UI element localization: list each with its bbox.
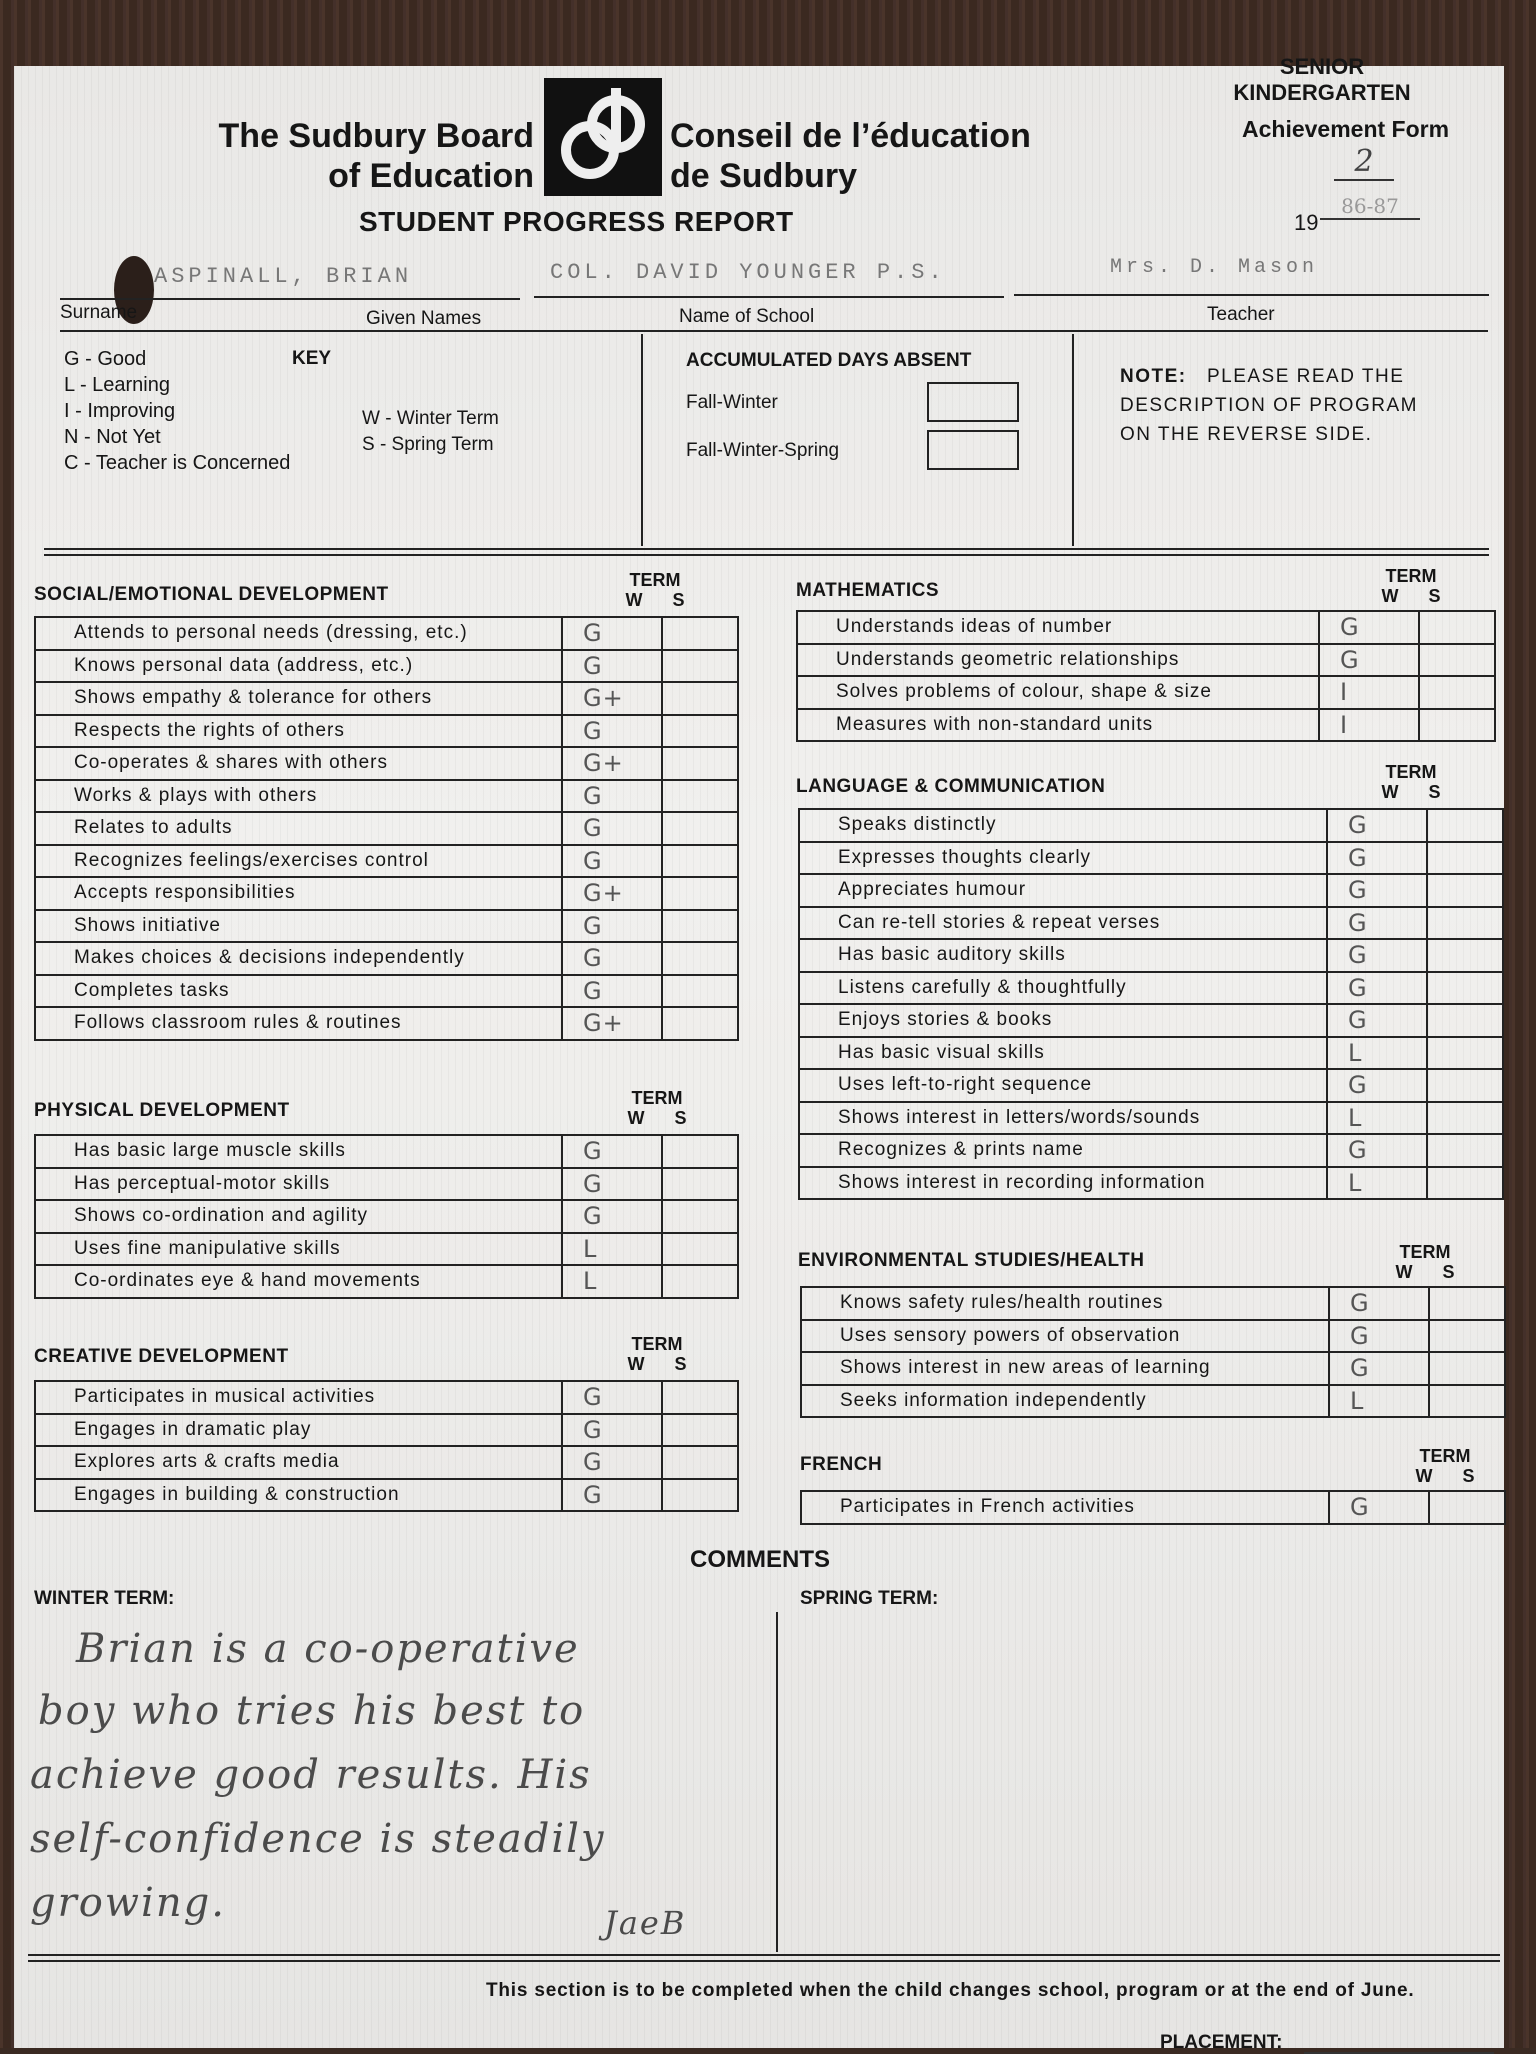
winter-grade: G — [562, 1414, 662, 1447]
winter-grade: G — [562, 1200, 662, 1233]
table-row — [35, 1381, 738, 1414]
absence-fall-winter-label: Fall-Winter — [686, 392, 778, 413]
winter-grade: L — [1327, 1102, 1427, 1135]
table-row — [35, 1479, 738, 1512]
table-row — [799, 809, 1503, 842]
spring-grade[interactable] — [1427, 939, 1503, 972]
skill-label: Has basic large muscle skills — [35, 1135, 562, 1168]
skill-label: Seeks information independently — [801, 1385, 1329, 1418]
skill-label: Understands geometric relationships — [797, 644, 1319, 677]
winter-grade: G — [562, 650, 662, 683]
table-row — [35, 942, 738, 975]
skill-label: Has basic visual skills — [799, 1037, 1327, 1070]
spring-grade[interactable] — [1429, 1385, 1505, 1418]
winter-term-comment-label: WINTER TERM: — [34, 1588, 175, 1609]
skill-label: Recognizes & prints name — [799, 1134, 1327, 1167]
language-table — [798, 808, 1504, 1200]
table-row — [799, 1037, 1503, 1070]
comment-line: growing. — [30, 1880, 226, 1926]
spring-grade[interactable] — [1429, 1287, 1505, 1320]
term-key-item: W - Winter Term — [362, 408, 499, 429]
spring-grade[interactable] — [1429, 1352, 1505, 1385]
note-line: ON THE REVERSE SIDE. — [1120, 424, 1373, 445]
table-row — [35, 1007, 738, 1040]
spring-grade[interactable] — [662, 780, 738, 813]
skill-label: Knows safety rules/health routines — [801, 1287, 1329, 1320]
spring-grade[interactable] — [662, 942, 738, 975]
winter-grade: G — [562, 780, 662, 813]
table-row — [35, 1446, 738, 1479]
table-row — [797, 709, 1495, 742]
eb-logo-icon — [544, 78, 662, 196]
teacher-label: Teacher — [1207, 304, 1275, 325]
winter-grade: G — [562, 910, 662, 943]
board-name-fr-line1: Conseil de l’éducation — [670, 117, 1031, 155]
key-item: N - Not Yet — [64, 426, 161, 448]
table-row — [35, 1233, 738, 1266]
winter-grade: G — [1327, 842, 1427, 875]
key-item: L - Learning — [64, 374, 170, 396]
skill-label: Recognizes feelings/exercises control — [35, 845, 562, 878]
grade-line1: SENIOR — [1279, 54, 1365, 79]
board-name-en-line1: The Sudbury Board — [218, 117, 534, 155]
year-prefix: 19 — [1294, 210, 1319, 235]
winter-grade: I — [1319, 709, 1419, 742]
term-key-item: S - Spring Term — [362, 434, 494, 455]
table-row — [35, 617, 738, 650]
comment-line: achieve good results. His — [30, 1752, 592, 1798]
winter-grade: L — [562, 1265, 662, 1298]
table-row — [35, 780, 738, 813]
skill-label: Has basic auditory skills — [799, 939, 1327, 972]
language-term-header — [1366, 762, 1456, 802]
table-row — [799, 1004, 1503, 1037]
winter-grade: G — [1319, 644, 1419, 677]
term-label: TERM — [1385, 762, 1437, 782]
school-name-value: COL. DAVID YOUNGER P.S. — [550, 260, 946, 285]
grade-heading — [1222, 54, 1422, 106]
spring-col-label: S — [1428, 586, 1441, 606]
winter-grade: G — [562, 812, 662, 845]
skill-label: Engages in dramatic play — [35, 1414, 562, 1447]
winter-grade: I — [1319, 676, 1419, 709]
winter-grade: G — [1327, 1004, 1427, 1037]
spring-grade[interactable] — [1427, 1037, 1503, 1070]
spring-grade[interactable] — [662, 1479, 738, 1512]
note-line: PLEASE READ THE — [1206, 366, 1405, 387]
table-row — [799, 1134, 1503, 1167]
winter-grade: G — [1327, 1069, 1427, 1102]
table-row — [801, 1352, 1505, 1385]
skill-label: Participates in French activities — [801, 1491, 1329, 1524]
skill-label: Shows empathy & tolerance for others — [35, 682, 562, 715]
spring-grade[interactable] — [1427, 1134, 1503, 1167]
term-label: TERM — [1419, 1446, 1471, 1466]
skill-label: Co-operates & shares with others — [35, 747, 562, 780]
spring-grade[interactable] — [662, 910, 738, 943]
skill-label: Makes choices & decisions independently — [35, 942, 562, 975]
skill-label: Knows personal data (address, etc.) — [35, 650, 562, 683]
winter-grade: G — [1327, 809, 1427, 842]
skill-label: Participates in musical activities — [35, 1381, 562, 1414]
skill-label: Listens carefully & thoughtfully — [799, 972, 1327, 1005]
spring-grade[interactable] — [662, 1381, 738, 1414]
key-item: C - Teacher is Concerned — [64, 452, 291, 474]
table-row — [35, 845, 738, 878]
spring-col-label: S — [672, 590, 685, 610]
completion-note: This section is to be completed when the child changes school, program or at the end of June. — [486, 1980, 1415, 2001]
comment-line: self-confidence is steadily — [30, 1816, 606, 1862]
teacher-value: Mrs. D. Mason — [1110, 256, 1319, 279]
skill-label: Completes tasks — [35, 975, 562, 1008]
spring-grade[interactable] — [662, 812, 738, 845]
winter-grade: G+ — [562, 877, 662, 910]
table-row — [799, 1102, 1503, 1135]
table-row — [35, 1265, 738, 1298]
given-names-label: Given Names — [366, 308, 482, 329]
spring-grade[interactable] — [662, 650, 738, 683]
winter-col-label: W — [1415, 1466, 1433, 1486]
physical-table — [34, 1134, 739, 1299]
skill-label: Follows classroom rules & routines — [35, 1007, 562, 1040]
table-row — [801, 1320, 1505, 1353]
winter-grade: G — [562, 1168, 662, 1201]
grade-line2: KINDERGARTEN — [1233, 80, 1411, 105]
school-year: 86-87 — [1320, 194, 1420, 220]
spring-grade[interactable] — [662, 1446, 738, 1479]
table-row — [35, 1414, 738, 1447]
skill-label: Shows interest in new areas of learning — [801, 1352, 1329, 1385]
skill-label: Measures with non-standard units — [797, 709, 1319, 742]
winter-grade: G — [1327, 939, 1427, 972]
table-row — [35, 1200, 738, 1233]
skill-label: Understands ideas of number — [797, 611, 1319, 644]
spring-grade[interactable] — [662, 1168, 738, 1201]
winter-grade: G+ — [562, 1007, 662, 1040]
absence-fall-winter-spring-label: Fall-Winter-Spring — [686, 440, 840, 461]
spring-grade[interactable] — [662, 715, 738, 748]
comment-line: boy who tries his best to — [38, 1688, 586, 1734]
skill-label: Co-ordinates eye & hand movements — [35, 1265, 562, 1298]
table-row — [35, 1168, 738, 1201]
table-row — [799, 972, 1503, 1005]
spring-grade[interactable] — [662, 1200, 738, 1233]
spring-col-label: S — [674, 1354, 687, 1374]
skill-label: Speaks distinctly — [799, 809, 1327, 842]
table-row — [799, 907, 1503, 940]
table-row — [35, 910, 738, 943]
spring-grade[interactable] — [1427, 809, 1503, 842]
board-name-fr-line2: de Sudbury — [670, 157, 858, 195]
winter-grade: L — [1327, 1167, 1427, 1200]
creative-term-header — [612, 1334, 702, 1374]
comment-line: Brian is a co-operative — [76, 1626, 580, 1672]
key-item: I - Improving — [64, 400, 176, 422]
term-key — [362, 406, 499, 458]
winter-grade: G — [562, 942, 662, 975]
table-row — [35, 682, 738, 715]
winter-grade: G+ — [562, 747, 662, 780]
spring-grade[interactable] — [1429, 1320, 1505, 1353]
key-title: KEY — [292, 348, 332, 369]
spring-grade[interactable] — [662, 975, 738, 1008]
board-name-fr — [670, 116, 1031, 196]
social-term-header — [610, 570, 700, 610]
table-row — [801, 1491, 1505, 1524]
skill-label: Shows initiative — [35, 910, 562, 943]
spring-grade[interactable] — [1419, 676, 1495, 709]
spring-grade[interactable] — [662, 877, 738, 910]
spring-grade[interactable] — [1419, 644, 1495, 677]
social-table — [34, 616, 739, 1041]
table-row — [799, 874, 1503, 907]
report-title: STUDENT PROGRESS REPORT — [359, 206, 794, 237]
winter-grade: L — [562, 1233, 662, 1266]
spring-grade[interactable] — [1419, 709, 1495, 742]
program-note — [1120, 362, 1418, 449]
spring-grade[interactable] — [1427, 874, 1503, 907]
winter-grade: G — [1327, 972, 1427, 1005]
winter-grade: G — [1327, 907, 1427, 940]
spring-grade[interactable] — [662, 747, 738, 780]
form-name: Achievement Form — [1242, 116, 1450, 142]
math-table — [796, 610, 1496, 742]
spring-grade[interactable] — [662, 845, 738, 878]
winter-grade: G — [562, 1479, 662, 1512]
social-section-title: SOCIAL/EMOTIONAL DEVELOPMENT — [34, 584, 389, 605]
absence-title: ACCUMULATED DAYS ABSENT — [686, 350, 972, 371]
spring-grade[interactable] — [1427, 972, 1503, 1005]
french-section-title: FRENCH — [800, 1454, 883, 1475]
winter-grade: G — [562, 1446, 662, 1479]
table-row — [799, 1167, 1503, 1200]
physical-section-title: PHYSICAL DEVELOPMENT — [34, 1100, 290, 1121]
table-row — [799, 842, 1503, 875]
spring-grade[interactable] — [662, 1233, 738, 1266]
skill-label: Expresses thoughts clearly — [799, 842, 1327, 875]
spring-grade[interactable] — [662, 1135, 738, 1168]
environment-term-header — [1380, 1242, 1470, 1282]
language-section-title: LANGUAGE & COMMUNICATION — [796, 776, 1106, 797]
table-row — [797, 611, 1495, 644]
student-name-value: ASPINALL, BRIAN — [154, 264, 413, 289]
note-lead: NOTE: — [1120, 366, 1187, 387]
comments-title: COMMENTS — [690, 1546, 830, 1573]
skill-label: Has perceptual-motor skills — [35, 1168, 562, 1201]
spring-col-label: S — [1442, 1262, 1455, 1282]
winter-grade: G — [562, 845, 662, 878]
skill-label: Explores arts & crafts media — [35, 1446, 562, 1479]
table-row — [799, 1069, 1503, 1102]
skill-label: Shows interest in recording information — [799, 1167, 1327, 1200]
table-row — [797, 644, 1495, 677]
skill-label: Uses left-to-right sequence — [799, 1069, 1327, 1102]
surname-label: Surname — [60, 302, 138, 323]
table-row — [35, 975, 738, 1008]
term-label: TERM — [1399, 1242, 1451, 1262]
table-row — [801, 1385, 1505, 1418]
absence-fall-winter-spring-field[interactable] — [927, 430, 1019, 470]
math-section-title: MATHEMATICS — [796, 580, 940, 601]
school-label: Name of School — [679, 306, 815, 327]
winter-col-label: W — [1395, 1262, 1413, 1282]
term-label: TERM — [1385, 566, 1437, 586]
math-term-header — [1366, 566, 1456, 606]
skill-label: Uses sensory powers of observation — [801, 1320, 1329, 1353]
skill-label: Uses fine manipulative skills — [35, 1233, 562, 1266]
form-number: 2 — [1334, 144, 1394, 181]
winter-col-label: W — [625, 590, 643, 610]
absence-fall-winter-field[interactable] — [927, 382, 1019, 422]
table-row — [35, 747, 738, 780]
physical-term-header — [612, 1088, 702, 1128]
spring-grade[interactable] — [662, 1414, 738, 1447]
spring-col-label: S — [1462, 1466, 1475, 1486]
report-card-paper — [14, 54, 1504, 2053]
note-line: DESCRIPTION OF PROGRAM — [1120, 395, 1418, 416]
spring-col-label: S — [1428, 782, 1441, 802]
teacher-initials: JaeB — [604, 1904, 687, 1942]
table-row — [35, 715, 738, 748]
spring-term-comment-label: SPRING TERM: — [800, 1588, 939, 1609]
spring-grade[interactable] — [662, 617, 738, 650]
term-label: TERM — [631, 1088, 683, 1108]
skill-label: Shows interest in letters/words/sounds — [799, 1102, 1327, 1135]
skill-label: Relates to adults — [35, 812, 562, 845]
french-term-header — [1400, 1446, 1490, 1486]
winter-grade: G — [1319, 611, 1419, 644]
skill-label: Attends to personal needs (dressing, etc.) — [35, 617, 562, 650]
winter-col-label: W — [1381, 782, 1399, 802]
winter-grade: G — [562, 1381, 662, 1414]
creative-table — [34, 1380, 739, 1512]
term-label: TERM — [629, 570, 681, 590]
spring-grade[interactable] — [662, 682, 738, 715]
winter-grade: G — [1329, 1287, 1429, 1320]
creative-section-title: CREATIVE DEVELOPMENT — [34, 1346, 289, 1367]
spring-grade[interactable] — [1427, 1167, 1503, 1200]
winter-grade: L — [1329, 1385, 1429, 1418]
board-name-en-line2: of Education — [328, 157, 534, 195]
table-row — [801, 1287, 1505, 1320]
skill-label: Engages in building & construction — [35, 1479, 562, 1512]
skill-label: Works & plays with others — [35, 780, 562, 813]
spring-grade[interactable] — [1427, 907, 1503, 940]
winter-col-label: W — [1381, 586, 1399, 606]
spring-col-label: S — [674, 1108, 687, 1128]
board-logo — [544, 78, 662, 196]
spring-grade[interactable] — [1419, 611, 1495, 644]
board-name-en — [196, 116, 534, 196]
winter-grade: G — [1329, 1352, 1429, 1385]
spring-grade[interactable] — [662, 1007, 738, 1040]
winter-grade: G — [1329, 1491, 1429, 1524]
skill-label: Can re-tell stories & repeat verses — [799, 907, 1327, 940]
table-row — [35, 650, 738, 683]
term-label: TERM — [631, 1334, 683, 1354]
spring-grade[interactable] — [1427, 842, 1503, 875]
placement-label: PLACEMENT: — [1160, 2032, 1283, 2053]
environment-section-title: ENVIRONMENTAL STUDIES/HEALTH — [798, 1250, 1145, 1271]
winter-grade: G — [562, 975, 662, 1008]
table-row — [35, 812, 738, 845]
skill-label: Solves problems of colour, shape & size — [797, 676, 1319, 709]
winter-grade: G — [562, 1135, 662, 1168]
table-row — [797, 676, 1495, 709]
winter-grade: G — [562, 715, 662, 748]
winter-grade: G — [1329, 1320, 1429, 1353]
winter-grade: G — [1327, 874, 1427, 907]
table-row — [799, 939, 1503, 972]
key-legend — [64, 346, 290, 476]
skill-label: Appreciates humour — [799, 874, 1327, 907]
table-row — [35, 877, 738, 910]
key-item: G - Good — [64, 348, 147, 370]
spring-grade[interactable] — [1429, 1491, 1505, 1524]
winter-grade: L — [1327, 1037, 1427, 1070]
winter-grade: G+ — [562, 682, 662, 715]
winter-grade: G — [562, 617, 662, 650]
spring-grade[interactable] — [662, 1265, 738, 1298]
skill-label: Accepts responsibilities — [35, 877, 562, 910]
environment-table — [800, 1286, 1506, 1418]
winter-col-label: W — [627, 1108, 645, 1128]
french-table — [800, 1490, 1506, 1525]
spring-grade[interactable] — [1427, 1102, 1503, 1135]
skill-label: Shows co-ordination and agility — [35, 1200, 562, 1233]
table-row — [35, 1135, 738, 1168]
spring-grade[interactable] — [1427, 1069, 1503, 1102]
skill-label: Enjoys stories & books — [799, 1004, 1327, 1037]
winter-grade: G — [1327, 1134, 1427, 1167]
winter-col-label: W — [627, 1354, 645, 1374]
spring-grade[interactable] — [1427, 1004, 1503, 1037]
skill-label: Respects the rights of others — [35, 715, 562, 748]
